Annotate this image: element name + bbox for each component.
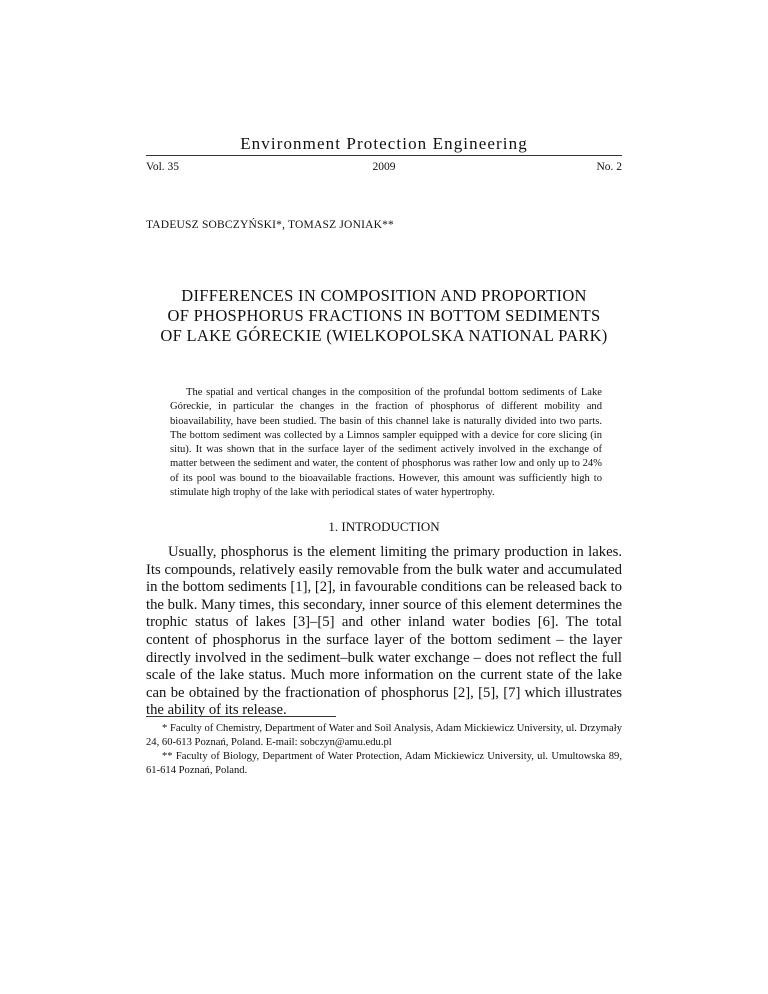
title-line: OF PHOSPHORUS FRACTIONS IN BOTTOM SEDIMENTS [167, 306, 601, 325]
header-rule [146, 155, 622, 156]
footnote: * Faculty of Chemistry, Department of Water and Soil Analysis, Adam Mickiewicz University, ul. Drzymały 24, 60-613 Poznań, Poland. E-mail: sobczyn@amu.edu.pl [146, 723, 622, 748]
volume-label: Vol. 35 [146, 161, 180, 173]
footnotes [146, 722, 622, 778]
section-heading: 1. INTRODUCTION [328, 519, 440, 534]
paper-title [100, 286, 668, 346]
footnote: ** Faculty of Biology, Department of Water Protection, Adam Mickiewicz University, ul. Umultowska 89, 61-614 Poznań, Poland. [146, 751, 622, 776]
body-paragraph: Usually, phosphorus is the element limiting the primary production in lakes. Its compounds, relatively easily removable from the bulk water and accumulated in the bottom sediments [1], [2], in favourable conditions can be released back to the bulk. Many times, this secondary, inner source of this element determines the trophic status of lakes [3]–[5] and other inland water bodies [6]. The total content of phosphorus in the surface layer of the bottom sediment – the layer directly involved in the sediment–bulk water exchange – does not reflect the full scale of the lake status. Much more information on the current state of the lake can be obtained by the fractionation of phosphorus [2], [5], [7] which illustrates the ability of its release. [146, 544, 622, 719]
title-line: DIFFERENCES IN COMPOSITION AND PROPORTION [181, 286, 587, 305]
issue-number-label: No. 2 [596, 161, 622, 173]
year-label: 2009 [372, 161, 396, 173]
footnote-rule [146, 716, 336, 717]
abstract: The spatial and vertical changes in the composition of the profundal bottom sediments of Lake Góreckie, in particular the changes in the fraction of phosphorus of different mobility and bioavailability, have been studied. The basin of this channel lake is naturally divided into two parts. The bottom sediment was collected by a Limnos sampler equipped with a device for core slicing (in situ). It was shown that in the surface layer of the sediment actively involved in the exchange of matter between the sediment and water, the content of phosphorus was rather low and only up to 24% of its pool was bound to the bioavailable fractions. However, this amount was sufficiently high to stimulate high trophy of the lake with periodical states of water hypertrophy. [170, 387, 602, 499]
title-line: OF LAKE GÓRECKIE (WIELKOPOLSKA NATIONAL PARK) [160, 326, 608, 345]
authors: TADEUSZ SOBCZYŃSKI*, TOMASZ JONIAK** [146, 219, 395, 231]
journal-title: Environment Protection Engineering [240, 134, 528, 153]
